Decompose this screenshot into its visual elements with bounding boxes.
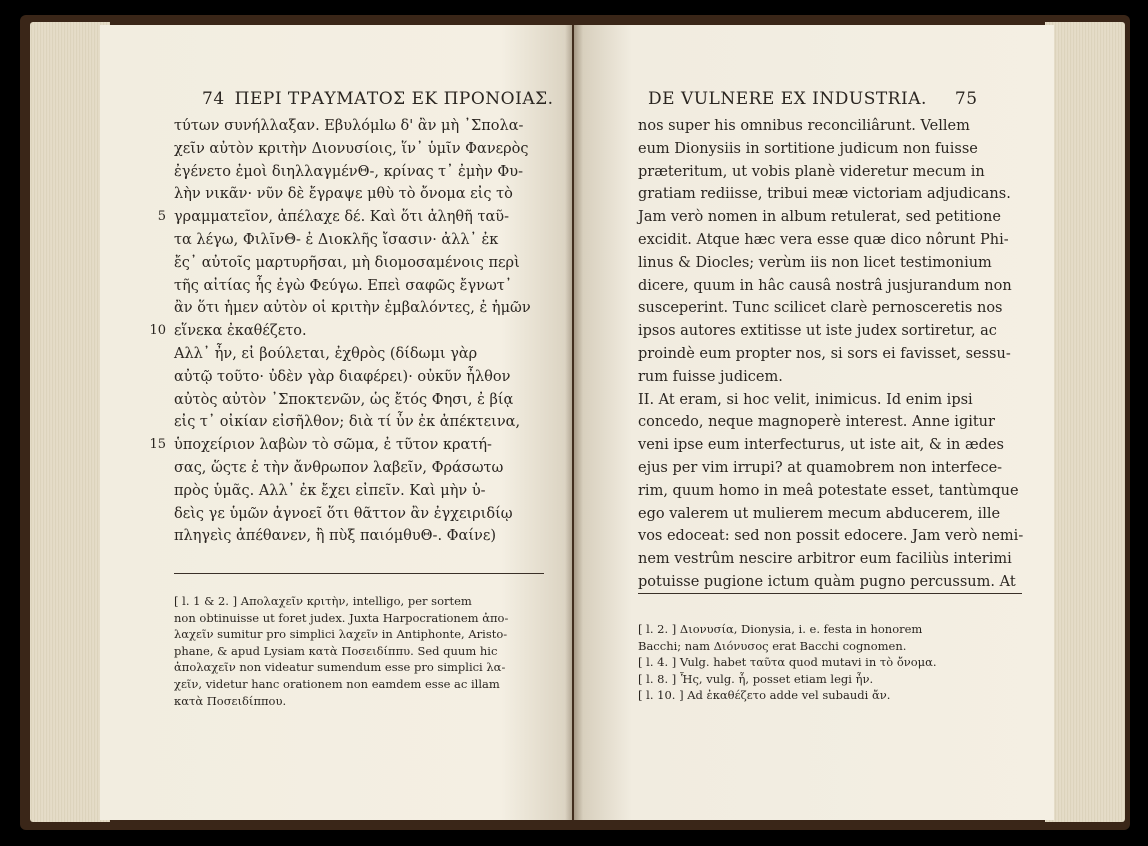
text-line bbox=[174, 183, 554, 206]
text-line: dicere, quum in hâc causâ nostrâ jusjurandum non bbox=[638, 277, 1012, 294]
left-footnote-rule bbox=[174, 573, 544, 574]
line-text: Αλλ᾽ ἦν, εἰ βούλεται, ἐχθρὸς (δίδωμι γὰρ bbox=[174, 345, 478, 362]
text-line bbox=[174, 343, 554, 366]
footnote-line: non obtinuisse ut foret judex. Juxta Harpocrationem ἀπο- bbox=[174, 610, 509, 625]
left-footnotes bbox=[174, 593, 554, 709]
text-line: rim, quum homo in meâ potestate esset, tantùmque bbox=[638, 482, 1019, 499]
text-line bbox=[174, 366, 554, 389]
text-line: concedo, neque magnoperè interest. Anne igitur bbox=[638, 414, 995, 431]
book-gutter bbox=[565, 25, 583, 820]
text-line bbox=[174, 252, 554, 275]
right-main-text bbox=[638, 115, 1024, 594]
text-line bbox=[174, 389, 554, 412]
text-line: eum Dionysiis in sortitione judicum non fuisse bbox=[638, 140, 978, 157]
line-text: τύτων συνήλλαξαν. Εβυλόμlω δ' ἂν μὴ ᾽Σπολα- bbox=[174, 118, 524, 134]
text-line bbox=[157, 206, 554, 229]
right-running-header bbox=[648, 89, 978, 109]
footnote-line: [ l. 2. ] Διονυσία, Dionysia, i. e. festa in honorem bbox=[638, 622, 923, 636]
line-text: ἂν ὅτι ἡμεν αὐτὸν οἱ κριτὴν ἐμβαλόντες, ἐ ἡμῶν bbox=[174, 300, 531, 317]
footnote-line: [ l. 4. ] Vulg. habet ταῦτα quod mutavi in τὸ ὄνομα. bbox=[638, 655, 937, 670]
text-line: rum fuisse judicem. bbox=[638, 368, 783, 385]
text-line bbox=[174, 525, 554, 548]
text-line: II. At eram, si hoc velit, inimicus. Id enim ipsi bbox=[638, 391, 973, 408]
left-running-title: ΠΕΡΙ ΤΡΑΥΜΑΤΟΣ ΕΚ ΠΡΟΝΟΙΑΣ. bbox=[234, 89, 554, 109]
text-line: proindè eum propter nos, si sors ei favisset, sessu- bbox=[638, 345, 1011, 362]
right-footnote-rule bbox=[638, 593, 1022, 594]
text-line bbox=[174, 297, 554, 320]
footnote-line: κατὰ Ποσειδίππου. bbox=[174, 693, 287, 708]
line-text: τῆς αἰτίας ἧς ἐγὼ Φεύγω. Επεὶ σαφῶς ἔγνωτ᾽ bbox=[174, 277, 513, 294]
text-line: nem vestrûm nescire arbitror eum faciliùs interimi bbox=[638, 551, 1012, 568]
left-main-text bbox=[149, 115, 554, 548]
text-line bbox=[174, 503, 554, 526]
text-line: ipsos autores extitisse ut iste judex sortiretur, ac bbox=[638, 323, 997, 340]
text-line: veni ipse eum interfecturus, ut iste ait, & in ædes bbox=[638, 437, 1004, 454]
line-number: 10 bbox=[149, 323, 166, 339]
footnote-line: [ l. 8. ] Ἧς, vulg. ἧ, posset etiam legi ἦν. bbox=[638, 671, 874, 686]
right-page bbox=[574, 25, 1054, 820]
text-line: Jam verò nomen in album retulerat, sed petitione bbox=[638, 209, 1001, 226]
line-text: ἐγένετο ἐμοὶ διηλλαγμένΘ-, κρίνας τ᾽ ἐμὴν Φυ- bbox=[174, 163, 523, 180]
page-edges-left bbox=[30, 22, 110, 822]
line-text: δεὶς γε ὑμῶν ἀγνοεῖ ὅτι θᾶττον ἂν ἐγχειριδίῳ bbox=[174, 505, 513, 522]
line-text: πρὸς ὑμᾶς. Αλλ᾽ ἐκ ἔχει εἰπεῖν. Καὶ μὴν ὐ- bbox=[174, 482, 486, 499]
footnote-line: χεῖν, videtur hanc orationem non eamdem esse ac illam bbox=[174, 676, 500, 691]
line-text: τα λέγω, ΦιλῖνΘ- ἐ Διοκλῆς ἴσασιν· ἀλλ᾽ ἐκ bbox=[174, 231, 499, 248]
footnote-line: Bacchi; nam Διόνυσος erat Bacchi cognomen. bbox=[638, 638, 907, 653]
text-line: vos edoceat: sed non possit edocere. Jam verò nemi- bbox=[638, 528, 1024, 545]
text-line bbox=[174, 161, 554, 184]
text-line: præteritum, ut vobis planè videretur mecum in bbox=[638, 163, 985, 180]
text-line bbox=[174, 411, 554, 434]
line-number: 15 bbox=[149, 437, 166, 453]
left-running-header bbox=[202, 89, 554, 109]
text-line: susceperint. Tunc scilicet clarè pernosceretis nos bbox=[638, 300, 1003, 317]
line-text: εἵνεκα ἐκαθέζετο. bbox=[174, 323, 307, 340]
text-line bbox=[149, 434, 554, 457]
text-line bbox=[174, 229, 554, 252]
left-page-number: 74 bbox=[202, 89, 225, 109]
text-line bbox=[149, 320, 554, 343]
line-text: αὐτὸς αὐτὸν ᾽Σποκτενῶν, ὡς ἔτός Φησι, ἐ βίᾳ bbox=[174, 391, 514, 408]
right-footnotes bbox=[638, 621, 1022, 704]
text-line bbox=[174, 480, 554, 503]
text-line: nos super his omnibus reconciliârunt. Vellem bbox=[638, 118, 970, 134]
text-line: ego valerem ut mulierem mecum abducerem, ille bbox=[638, 505, 1001, 522]
text-line: excidit. Atque hæc vera esse quæ dico nôrunt Phi- bbox=[638, 231, 1009, 248]
footnote-line: [ l. 10. ] Ad ἐκαθέζετο adde vel subaudi ἄν. bbox=[638, 688, 891, 703]
text-line: potuisse pugione ictum quàm pugno percussum. At bbox=[638, 573, 1016, 590]
line-text: σας, ὥςτε ἐ τὴν ἄνθρωπον λαβεῖν, Φράσωτω bbox=[174, 459, 504, 476]
text-line bbox=[174, 275, 554, 298]
text-line: linus & Diocles; verùm iis non licet testimonium bbox=[638, 254, 992, 271]
text-line bbox=[174, 138, 554, 161]
text-line: ejus per vim irrupi? at quamobrem non interfece- bbox=[638, 459, 1003, 476]
page-edges-right bbox=[1045, 22, 1125, 822]
footnote-line: λαχεῖν sumitur pro simplici λαχεῖν in Antiphonte, Aristo- bbox=[174, 627, 508, 642]
text-line bbox=[174, 457, 554, 480]
line-text: πληγεὶς ἀπέθανεν, ἢ πὺξ παιόμθυΘ-. Φαίνε) bbox=[174, 528, 497, 545]
line-text: εἰς τ᾽ οἰκίαν εἰσῆλθον; διὰ τί ὖν ἐκ ἀπέκτεινα, bbox=[174, 414, 521, 431]
line-text: λὴν νικᾶν· νῦν δὲ ἔγραψε μθὺ τὸ ὄνομα εἰς τὸ bbox=[174, 186, 513, 203]
footnote-line: phane, & apud Lysiam κατὰ Ποσειδίππυ. Sed quum hic bbox=[174, 643, 498, 658]
text-line: gratiam rediisse, tribui meæ victoriam adjudicans. bbox=[638, 186, 1011, 203]
left-page bbox=[100, 25, 572, 820]
footnote-line: ἀπολαχεῖν non videatur sumendum esse pro simplici λα- bbox=[174, 660, 506, 675]
footnote-line: [ l. 1 & 2. ] Απολαχεῖν κριτὴν, intelligo, per sortem bbox=[174, 594, 472, 608]
line-text: αὐτῷ τοῦτο· ὐδὲν γὰρ διαφέρει)· οὐκῦν ἦλθον bbox=[174, 368, 511, 385]
text-line bbox=[174, 115, 554, 138]
line-text: γραμματεῖον, ἀπέλαχε δέ. Καὶ ὅτι ἀληθῆ ταῦ- bbox=[174, 209, 509, 226]
right-running-title: DE VULNERE EX INDUSTRIA. bbox=[648, 89, 927, 109]
line-text: ὑποχείριον λαβὼν τὸ σῶμα, ἐ τῦτον κρατή- bbox=[174, 437, 492, 454]
line-number: 5 bbox=[157, 209, 166, 225]
line-text: ἔς᾽ αὐτοῖς μαρτυρῆσαι, μὴ διομοσαμένοις περὶ bbox=[174, 254, 520, 271]
right-page-number: 75 bbox=[954, 89, 978, 109]
line-text: χεῖν αὐτὸν κριτὴν Διονυσίοις, ἵν᾽ ὑμῖν Φανερὸς bbox=[174, 140, 529, 157]
